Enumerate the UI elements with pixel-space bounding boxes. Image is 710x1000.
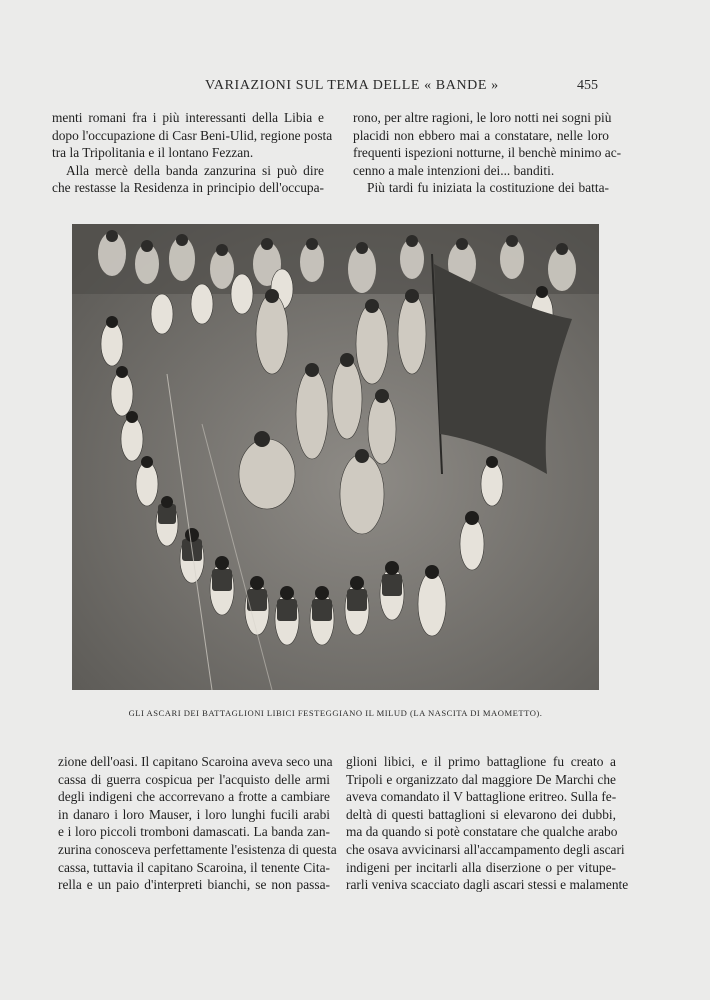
text-line: frequenti ispezioni notturne, il benchè minimo ac-: [353, 145, 622, 161]
text-line: menti romani fra i più interessanti della Libia e: [52, 110, 324, 125]
text-column-top-left: [52, 109, 333, 197]
running-header: [0, 78, 710, 100]
text-line: che restasse la Residenza in principio dell'occupa-: [52, 180, 324, 196]
text-column-bottom-left: [58, 753, 337, 894]
photograph-milud-celebration: [72, 224, 599, 690]
running-title: VARIAZIONI SUL TEMA DELLE « BANDE »: [205, 78, 499, 93]
text-column-bottom-right: [346, 753, 629, 894]
text-line: aveva comandato il V battaglione eritreo. Sulla fe-: [346, 789, 617, 805]
text-line: rarli veniva scacciato dagli ascari stessi e malamente: [346, 877, 629, 893]
text-line: dopo l'occupazione di Casr Beni-Ulid, regione posta: [52, 127, 333, 143]
text-line: Tripoli e organizzato dal maggiore De Marchi che: [346, 771, 616, 787]
text-line: e i loro piccoli tromboni damascati. La banda zan-: [58, 824, 330, 840]
text-line: ma da quando si potè constatare che qualche arabo: [346, 824, 618, 840]
text-line: indigeni per incitarli alla diserzione o per vitupe-: [346, 859, 616, 875]
photo-caption: GLI ASCARI DEI BATTAGLIONI LIBICI FESTEGGIANO IL MILUD (LA NASCITA DI MAOMETTO).: [128, 708, 543, 718]
photo-illustration: [72, 224, 599, 690]
text-line: tra la Tripolitania e il lontano Fezzan.: [52, 145, 254, 161]
text-line: deltà di questi battaglioni si elevarono dei dubbi,: [346, 806, 616, 822]
text-line: zurina conosceva perfettamente l'esistenza di questa: [58, 841, 337, 857]
text-line: Alla mercè della banda zanzurina si può dire: [66, 162, 324, 178]
page-number: 455: [577, 78, 598, 93]
text-line: cassa, tuttavia il capitano Scaroina, il tenente Cita-: [58, 859, 330, 875]
text-line: cassa di guerra cospicua per l'acquisto delle armi: [58, 771, 330, 787]
text-line: zione dell'oasi. Il capitano Scaroina aveva seco una: [58, 754, 333, 769]
text-line: cenno a male intenzioni dei... banditi.: [353, 162, 555, 178]
text-line: rella e un paio d'interpreti bianchi, se non passa-: [58, 877, 330, 893]
text-line: rono, per altre ragioni, le loro notti nei sogni più: [353, 110, 612, 125]
text-line: degli indigeni che accorrevano a frotte a cambiare: [58, 789, 330, 805]
text-column-top-right: [353, 109, 622, 197]
text-line: glioni libici, e il primo battaglione fu creato a: [346, 754, 616, 769]
text-line: Più tardi fu iniziata la costituzione dei batta-: [367, 180, 609, 196]
text-line: che osava avvicinarsi all'accampamento degli ascari: [346, 841, 625, 857]
text-line: in danaro i loro Mauser, i loro lunghi fucili arabi: [58, 806, 330, 822]
text-line: placidi non ebbero mai a constatare, nelle loro: [353, 127, 609, 143]
